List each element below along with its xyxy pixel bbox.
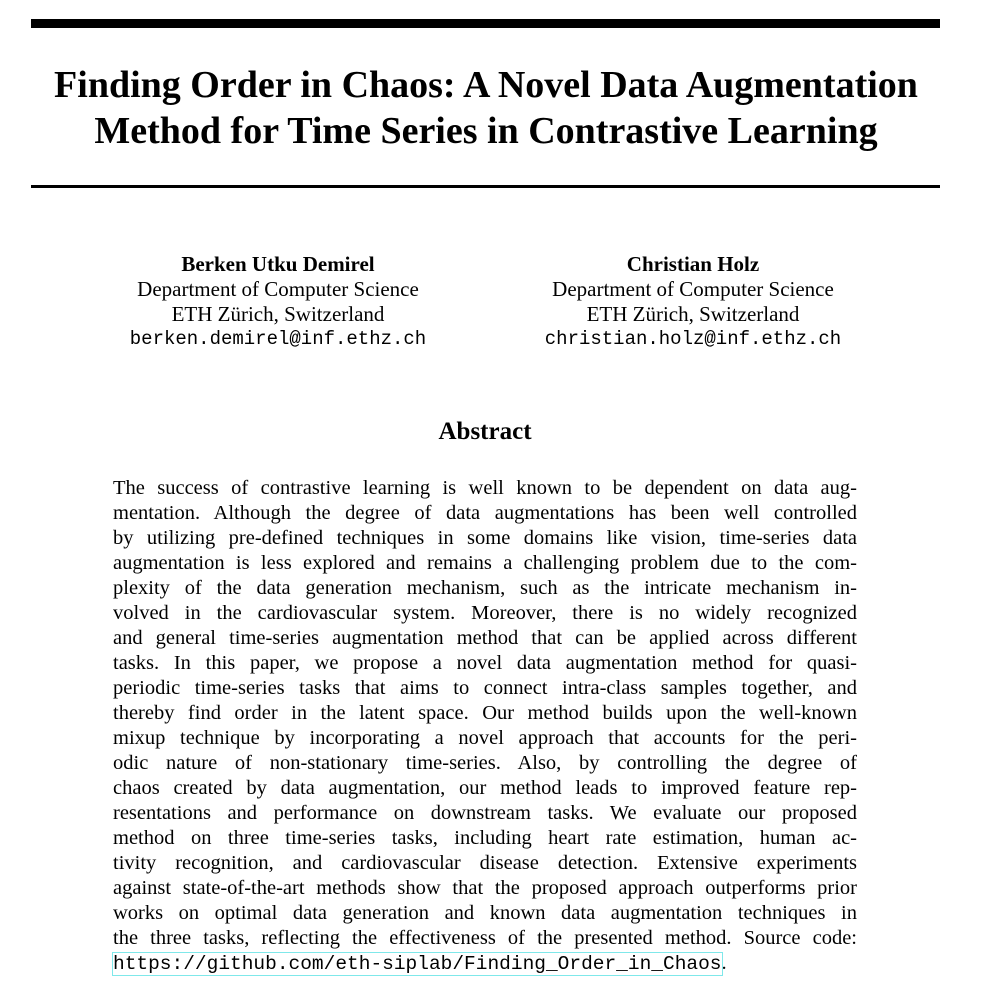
abstract-line: and general time-series augmentation method that can be applied across different xyxy=(113,627,857,649)
author-institution: ETH Zürich, Switzerland xyxy=(171,302,385,326)
paper-title-line-1: Finding Order in Chaos: A Novel Data Augmentation xyxy=(54,64,918,106)
title-bottom-rule xyxy=(31,185,940,188)
abstract-line: tivity recognition, and cardiovascular disease detection. Extensive experiments xyxy=(113,852,857,874)
abstract-line: tasks. In this paper, we propose a novel data augmentation method for quasi- xyxy=(113,652,857,674)
abstract-line: plexity of the data generation mechanism, such as the intricate mechanism in- xyxy=(113,577,857,599)
abstract-line: mentation. Although the degree of data augmentations has been well controlled xyxy=(113,502,857,524)
abstract-line-source xyxy=(113,951,857,976)
abstract-line: by utilizing pre-defined techniques in some domains like vision, time-series data xyxy=(113,527,857,549)
abstract-line: periodic time-series tasks that aims to connect intra-class samples together, and xyxy=(113,677,857,699)
abstract-line: odic nature of non-stationary time-series. Also, by controlling the degree of xyxy=(113,752,857,774)
abstract-line: resentations and performance on downstream tasks. We evaluate our proposed xyxy=(113,802,857,824)
abstract-line: thereby find order in the latent space. Our method builds upon the well-known xyxy=(113,702,857,724)
abstract-line: works on optimal data generation and known data augmentation techniques in xyxy=(113,902,857,924)
abstract-body xyxy=(113,476,857,976)
abstract-line: method on three time-series tasks, including heart rate estimation, human ac- xyxy=(113,827,857,849)
abstract-line: The success of contrastive learning is well known to be dependent on data aug- xyxy=(113,477,857,499)
abstract-line: augmentation is less explored and remains a challenging problem due to the com- xyxy=(113,552,857,574)
abstract-line: mixup technique by incorporating a novel approach that accounts for the peri- xyxy=(113,727,857,749)
link-trailing-period: . xyxy=(721,952,727,974)
abstract-line: volved in the cardiovascular system. Moreover, there is no widely recognized xyxy=(113,602,857,624)
source-code-link[interactable]: https://github.com/eth-siplab/Finding_Order_in_Chaos xyxy=(113,953,722,975)
author-department: Department of Computer Science xyxy=(137,277,419,301)
abstract-line: against state-of-the-art methods show that the proposed approach outperforms prior xyxy=(113,877,857,899)
author-institution: ETH Zürich, Switzerland xyxy=(586,302,800,326)
paper-title-line-2: Method for Time Series in Contrastive Learning xyxy=(94,110,878,152)
author-department: Department of Computer Science xyxy=(552,277,834,301)
abstract-line: chaos created by data augmentation, our method leads to improved feature rep- xyxy=(113,777,857,799)
author-name: Christian Holz xyxy=(626,252,760,276)
author-email[interactable]: christian.holz@inf.ethz.ch xyxy=(544,328,842,350)
author-name: Berken Utku Demirel xyxy=(181,252,375,276)
author-block-1 xyxy=(88,252,468,352)
author-block-2 xyxy=(503,252,883,352)
author-email[interactable]: berken.demirel@inf.ethz.ch xyxy=(129,328,427,350)
abstract-line: the three tasks, reflecting the effectiveness of the presented method. Source code: xyxy=(113,927,857,949)
abstract-heading: Abstract xyxy=(438,418,532,445)
top-rule xyxy=(31,19,940,28)
